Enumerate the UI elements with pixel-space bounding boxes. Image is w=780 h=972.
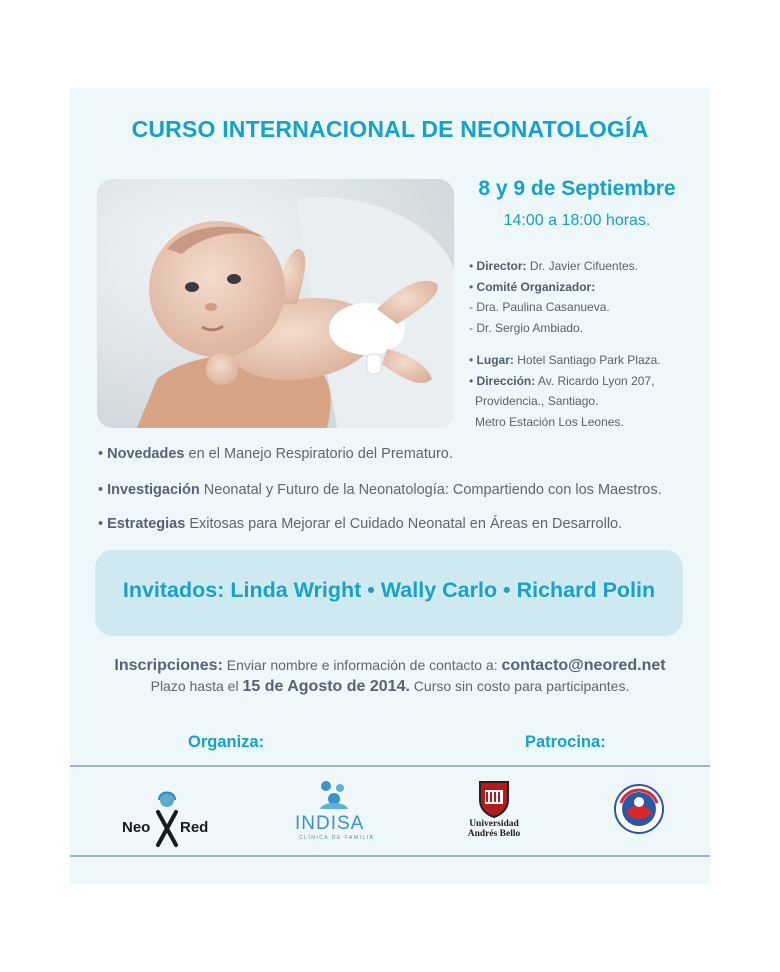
event-hours: 14:00 a 18:00 horas.	[503, 212, 651, 229]
place-label: Lugar:	[476, 353, 514, 367]
address-label: Dirección:	[476, 373, 536, 388]
address-line: • Dirección: Av. Ricardo Lyon 207,	[469, 373, 655, 388]
registration-line: Inscripciones: Enviar nombre e información de contacto a: contacto@neored.net	[114, 657, 666, 674]
neored-right-text: Red	[180, 819, 209, 836]
contact-email[interactable]: contacto@neored.net	[501, 657, 666, 674]
committee-member: - Dra. Paulina Casanueva.	[469, 300, 610, 314]
guests-list: Invitados: Linda Wright • Wally Carlo • Richard Polin	[122, 578, 656, 602]
director-label: Director:	[476, 259, 527, 273]
baby-photo	[97, 179, 454, 428]
indisa-name: INDISA	[295, 813, 365, 834]
committee-member: - Dr. Sergio Ambiado.	[469, 320, 584, 335]
indisa-family-icon	[316, 779, 352, 813]
unab-logo	[474, 778, 514, 823]
organiza-label: Organiza:	[188, 733, 265, 751]
deadline-date: 15 de Agosto de 2014.	[242, 678, 410, 695]
indisa-tagline: CLÍNICA DE FAMILIA	[299, 835, 375, 841]
pediatrics-seal-icon	[613, 783, 665, 835]
event-details	[469, 256, 661, 432]
committee-line: • Comité Organizador:	[469, 279, 596, 294]
pediatrics-society-logo	[613, 783, 665, 840]
topic-item: • Estrategias Exitosas para Mejorar el Cuidado Neonatal en Áreas en Desarrollo.	[98, 516, 623, 532]
address-line-2: Providencia., Santiago.	[475, 394, 599, 408]
address-value: Av. Ricardo Lyon 207,	[537, 373, 655, 388]
topic-item: • Novedades en el Manejo Respiratorio del Prematuro.	[98, 446, 453, 462]
guests-box	[95, 550, 683, 636]
registration-label: Inscripciones:	[114, 657, 223, 674]
committee-label: Comité Organizador:	[476, 279, 596, 294]
divider	[70, 855, 710, 857]
divider	[70, 765, 710, 767]
event-date: 8 y 9 de Septiembre	[478, 177, 676, 200]
neored-left-text: Neo	[122, 819, 151, 836]
newborn-image	[97, 179, 454, 428]
course-title: CURSO INTERNACIONAL DE NEONATOLOGÍA	[131, 116, 649, 142]
topic-item: • Investigación Neonatal y Futuro de la Neonatología: Compartiendo con los Maestros.	[98, 482, 662, 498]
patrocina-label: Patrocina:	[525, 733, 606, 751]
director-name: Dr. Javier Cifuentes.	[529, 259, 638, 273]
deadline-line: Plazo hasta el 15 de Agosto de 2014. Curso sin costo para participantes.	[150, 678, 630, 695]
unab-crest-icon	[474, 778, 514, 818]
director-line: • Director: Dr. Javier Cifuentes.	[469, 259, 638, 273]
unab-name: Universidad Andrés Bello	[467, 819, 521, 839]
registration-info	[0, 655, 780, 697]
place-name: Hotel Santiago Park Plaza.	[517, 353, 661, 367]
place-line: • Lugar: Hotel Santiago Park Plaza.	[469, 353, 661, 367]
metro-line: Metro Estación Los Leones.	[475, 414, 624, 429]
